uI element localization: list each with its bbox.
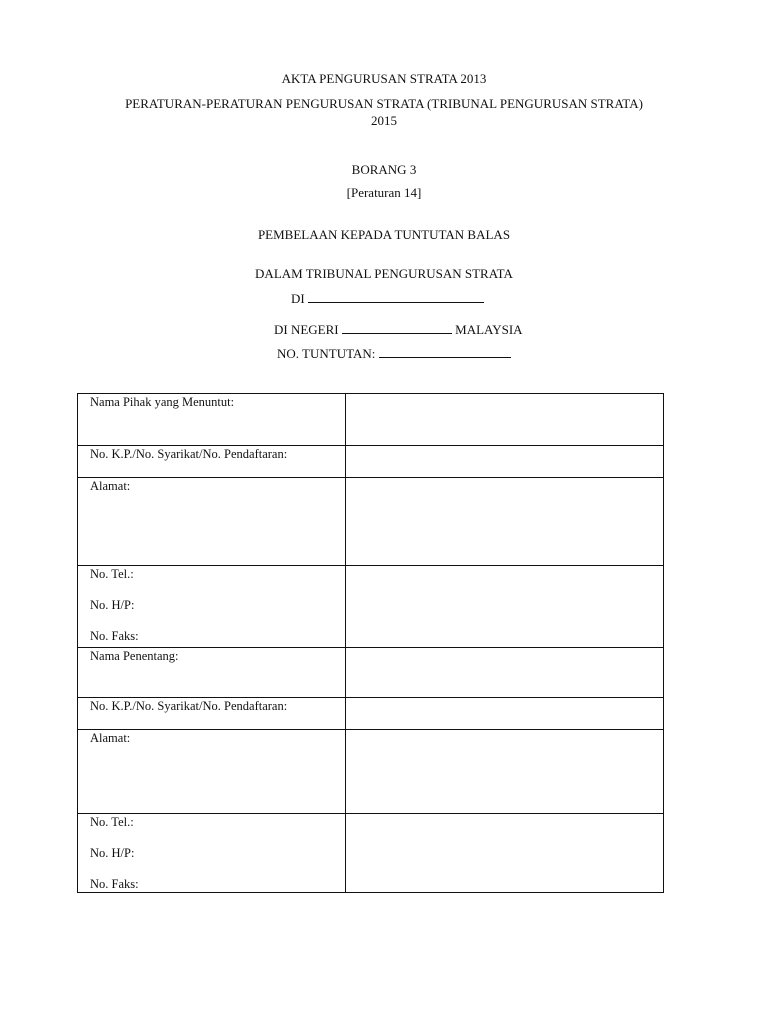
claimant-address-field[interactable]	[346, 478, 664, 566]
claimant-id-field[interactable]	[346, 446, 664, 478]
opponent-fax-label: No. Faks:	[90, 877, 139, 891]
claim-number-line	[277, 346, 511, 362]
claimant-tel-label: No. Tel.:	[90, 567, 134, 581]
tribunal-location-line	[291, 291, 484, 307]
parties-table	[77, 393, 664, 893]
negeri-label: DI NEGERI	[274, 322, 339, 337]
opponent-name-field[interactable]	[346, 648, 664, 698]
tribunal-line: DALAM TRIBUNAL PENGURUSAN STRATA	[255, 266, 513, 281]
claimant-contact-field[interactable]	[346, 566, 664, 648]
act-title: AKTA PENGURUSAN STRATA 2013	[281, 71, 487, 86]
malaysia-label: MALAYSIA	[455, 322, 523, 337]
di-label: DI	[291, 291, 305, 306]
opponent-name-label: Nama Penentang:	[78, 648, 346, 698]
form-title: PEMBELAAN KEPADA TUNTUTAN BALAS	[257, 227, 511, 242]
table-row	[78, 730, 664, 814]
claimant-hp-label: No. H/P:	[90, 598, 135, 612]
claimant-name-field[interactable]	[346, 394, 664, 446]
table-row	[78, 566, 664, 648]
opponent-id-label: No. K.P./No. Syarikat/No. Pendaftaran:	[78, 698, 346, 730]
opponent-contact-labels	[78, 814, 346, 893]
opponent-tel-label: No. Tel.:	[90, 815, 134, 829]
claimant-name-label: Nama Pihak yang Menuntut:	[78, 394, 346, 446]
opponent-address-field[interactable]	[346, 730, 664, 814]
claim-number-blank[interactable]	[379, 346, 511, 358]
table-row	[78, 394, 664, 446]
claim-number-label: NO. TUNTUTAN:	[277, 346, 376, 361]
opponent-id-field[interactable]	[346, 698, 664, 730]
location-blank[interactable]	[308, 291, 484, 303]
state-blank[interactable]	[342, 322, 452, 334]
claimant-contact-labels	[78, 566, 346, 648]
regulations-title-line1: PERATURAN-PERATURAN PENGURUSAN STRATA (TRIBUNAL PENGURUSAN STRATA)	[125, 96, 643, 111]
state-line	[274, 322, 523, 338]
opponent-contact-field[interactable]	[346, 814, 664, 893]
table-row	[78, 446, 664, 478]
claimant-fax-label: No. Faks:	[90, 629, 139, 643]
table-row	[78, 814, 664, 893]
regulation-reference: [Peraturan 14]	[346, 185, 422, 200]
claimant-id-label: No. K.P./No. Syarikat/No. Pendaftaran:	[78, 446, 346, 478]
regulations-title-line2: 2015	[371, 113, 397, 128]
opponent-hp-label: No. H/P:	[90, 846, 135, 860]
form-number: BORANG 3	[351, 162, 417, 177]
opponent-address-label: Alamat:	[78, 730, 346, 814]
table-row	[78, 698, 664, 730]
claimant-address-label: Alamat:	[78, 478, 346, 566]
table-row	[78, 478, 664, 566]
table-row	[78, 648, 664, 698]
